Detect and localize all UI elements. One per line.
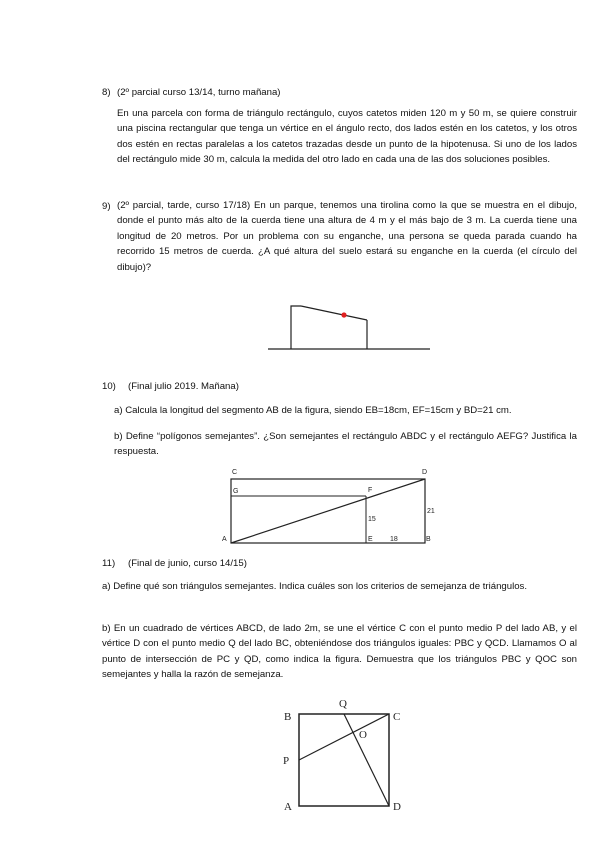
label-A: A: [284, 801, 292, 813]
label-O: O: [359, 729, 367, 741]
problem-10-number: 10): [102, 381, 116, 392]
label-C: C: [232, 469, 238, 476]
square-ABCD: [299, 714, 389, 806]
label-Q: Q: [339, 698, 347, 710]
label-EB-18: 18: [390, 536, 398, 543]
label-P: P: [283, 755, 290, 767]
segment-PC: [299, 714, 389, 760]
label-B: B: [426, 536, 431, 543]
label-C: C: [393, 711, 401, 723]
problem-11-header: (Final de junio, curso 14/15): [128, 558, 247, 569]
label-D: D: [393, 801, 401, 813]
label-F: F: [368, 487, 373, 494]
label-BD-21: 21: [427, 508, 435, 515]
problem-9-number: 9): [102, 201, 111, 212]
problem-11-number: 11): [102, 558, 116, 569]
problem-8-header: (2º parcial curso 13/14, turno mañana): [117, 87, 281, 98]
label-A: A: [222, 536, 227, 543]
problem-11-part-a: a) Define qué son triángulos semejantes. Indica cuáles son los criterios de semejanza de triángulos.: [102, 581, 528, 592]
problem-10-part-b: b) Define “polígonos semejantes”. ¿Son semejantes el rectángulo ABDC y el rectángulo AEFG? Justifica la respuesta.: [114, 431, 577, 458]
problem-8-body: En una parcela con forma de triángulo rectángulo, cuyos catetos miden 120 m y 50 m, se quiere construir una piscina rectangular que tenga un vértice en el ángulo recto, dos lados estén en los catetos, y los otros dos estén en rectas paralelas a los catetos trazadas desde un punto de la hipotenusa. Si uno de los lados del rectángulo mide 30 m, calcula la medida del otro lado en cada una de las dos soluciones posibles.: [117, 108, 577, 166]
label-E: E: [368, 536, 373, 543]
problem-10-header: (Final julio 2019. Mañana): [128, 381, 239, 392]
problem-10-part-a: a) Calcula la longitud del segmento AB de la figura, siendo EB=18cm, EF=15cm y BD=21 cm.: [114, 405, 512, 416]
problem-9-body: (2º parcial, tarde, curso 17/18) En un parque, tenemos una tirolina como la que se muestra en el dibujo, donde el punto más alto de la cuerda tiene una altura de 4 m y el más bajo de 3 m. La cuerda tiene una longitud de 20 metros. Por un problema con su enganche, una persona se queda parada cuando ha recorrido 15 metros de cuerda. ¿A qué altura del suelo estará su enganche en la cuerda (el círculo del dibujo)?: [117, 200, 577, 273]
segment-QD: [344, 714, 389, 806]
label-G: G: [233, 488, 239, 495]
problem-8-number: 8): [102, 87, 111, 98]
label-B: B: [284, 711, 292, 723]
label-EF-15: 15: [368, 516, 376, 523]
problem-11-part-b: b) En un cuadrado de vértices ABCD, de lado 2m, se une el vértice C con el punto medio P del lado AB, y el vértice D con el punto medio Q del lado BC, obteniéndose dos triángulos iguales: PBC y QCD. Llamamos O al punto de intersección de PC y QD, como indica la figura. Demuestra que los triángulos PBC y QOC son semejantes y halla la razón de semejanza.: [102, 623, 577, 681]
label-D: D: [422, 469, 428, 476]
